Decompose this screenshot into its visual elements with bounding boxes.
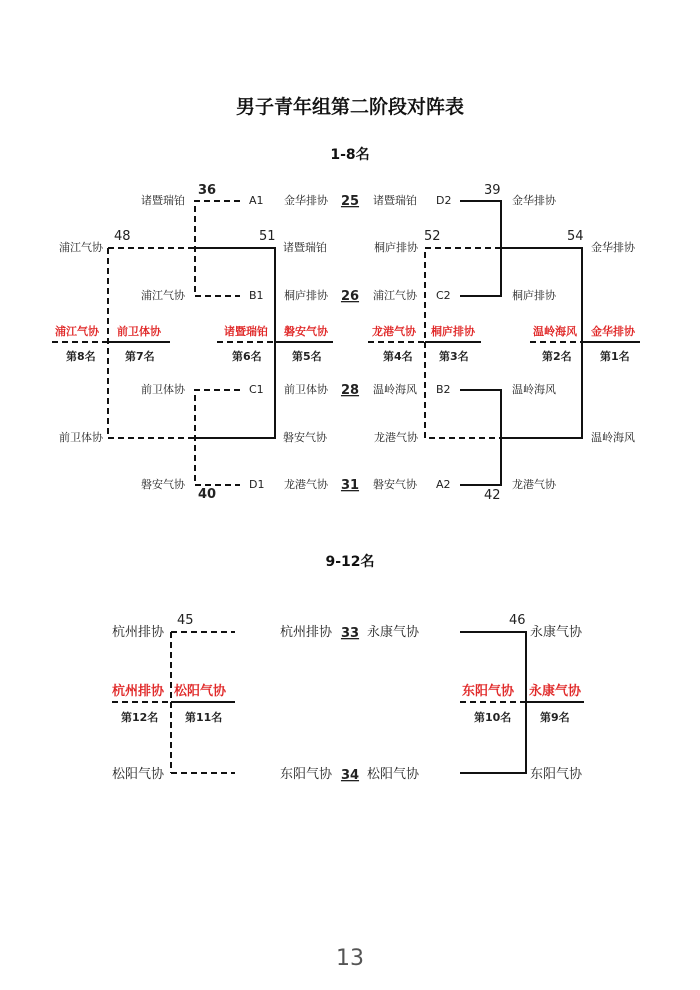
rank7-label: 第7名 — [125, 350, 155, 363]
code-b1: B1 — [249, 289, 264, 302]
rank3-team: 桐庐排协 — [431, 325, 475, 338]
team-d1-left: 磐安气协 — [141, 478, 185, 491]
team-48-top: 浦江气协 — [59, 241, 103, 254]
match-34-right: 松阳气协 — [367, 767, 420, 782]
rank6-label: 第6名 — [232, 350, 262, 363]
match-51: 51 — [259, 229, 276, 244]
match-34-left: 东阳气协 — [280, 767, 333, 782]
team-46-bottom: 东阳气协 — [530, 767, 583, 782]
team-45-top: 杭州排协 — [112, 625, 165, 640]
rank1-team: 金华排协 — [591, 325, 635, 338]
match-25: 25 — [340, 194, 360, 209]
rank12-label: 第12名 — [121, 711, 159, 724]
rank9-label: 第9名 — [540, 711, 570, 724]
team-c2-right: 桐庐排协 — [512, 289, 556, 302]
rank5-team: 磐安气协 — [284, 325, 328, 338]
rank10-label: 第10名 — [474, 711, 512, 724]
rank8-label: 第8名 — [66, 350, 96, 363]
rank5-label: 第5名 — [292, 350, 322, 363]
team-a2-right: 龙港气协 — [512, 478, 556, 491]
match-28-right: 温岭海风 — [373, 383, 417, 396]
team-51-top: 诸暨瑞铂 — [283, 241, 327, 254]
bracket-9-12 — [112, 632, 584, 773]
code-c1: C1 — [249, 383, 264, 396]
match-25-right: 诸暨瑞铂 — [373, 194, 417, 207]
code-a2: A2 — [436, 478, 451, 491]
match-34: 34 — [340, 768, 360, 783]
team-52-bottom: 龙港气协 — [374, 431, 418, 444]
team-a1-left: 诸暨瑞铂 — [141, 194, 185, 207]
match-26-left: 桐庐排协 — [284, 289, 328, 302]
code-a1: A1 — [249, 194, 264, 207]
rank8-team: 浦江气协 — [55, 325, 99, 338]
rank7-team: 前卫体协 — [117, 325, 161, 338]
section-title-9-12: 9-12名 — [325, 554, 375, 570]
rank4-label: 第4名 — [383, 350, 413, 363]
match-28-left: 前卫体协 — [284, 383, 328, 396]
rank9-team: 永康气协 — [529, 684, 582, 699]
rank1-label: 第1名 — [600, 350, 630, 363]
team-45-bottom: 松阳气协 — [112, 767, 165, 782]
page-title: 男子青年组第二阶段对阵表 — [235, 96, 464, 118]
match-28: 28 — [340, 383, 360, 398]
team-54-top: 金华排协 — [591, 241, 635, 254]
rank2-label: 第2名 — [542, 350, 572, 363]
match-31: 31 — [340, 478, 360, 493]
match-40: 40 — [198, 487, 217, 502]
rank11-label: 第11名 — [185, 711, 223, 724]
team-48-bottom: 前卫体协 — [59, 431, 103, 444]
match-33-right: 永康气协 — [367, 625, 420, 640]
match-31-left: 龙港气协 — [284, 478, 328, 491]
match-31-right: 磐安气协 — [373, 478, 417, 491]
rank3-label: 第3名 — [439, 350, 469, 363]
rank12-team: 杭州排协 — [112, 684, 165, 699]
section-title-1-8: 1-8名 — [330, 147, 370, 163]
rank10-team: 东阳气协 — [462, 684, 515, 699]
code-d1: D1 — [249, 478, 265, 491]
match-33: 33 — [340, 626, 360, 641]
match-42: 42 — [484, 488, 501, 503]
team-54-bottom: 温岭海风 — [591, 431, 635, 444]
team-c1-left: 前卫体协 — [141, 383, 185, 396]
match-48: 48 — [114, 229, 131, 244]
code-d2: D2 — [436, 194, 452, 207]
team-51-bottom: 磐安气协 — [283, 431, 327, 444]
team-d2-right: 金华排协 — [512, 194, 556, 207]
rank4-team: 龙港气协 — [372, 325, 416, 338]
team-b2-right: 温岭海风 — [512, 383, 556, 396]
team-46-top: 永康气协 — [530, 625, 583, 640]
match-54: 54 — [567, 229, 584, 244]
match-26-right: 浦江气协 — [373, 289, 417, 302]
match-33-left: 杭州排协 — [280, 625, 333, 640]
match-25-left: 金华排协 — [284, 194, 328, 207]
rank6-team: 诸暨瑞铂 — [224, 325, 268, 338]
match-52: 52 — [424, 229, 441, 244]
match-36: 36 — [198, 183, 217, 198]
code-b2: B2 — [436, 383, 451, 396]
match-45: 45 — [177, 613, 194, 628]
match-39: 39 — [484, 183, 501, 198]
team-b1-left: 浦江气协 — [141, 289, 185, 302]
team-52-top: 桐庐排协 — [374, 241, 418, 254]
code-c2: C2 — [436, 289, 451, 302]
match-26: 26 — [340, 289, 360, 304]
match-46: 46 — [509, 613, 526, 628]
rank2-team: 温岭海风 — [533, 325, 577, 338]
rank11-team: 松阳气协 — [174, 684, 227, 699]
page-number: 13 — [336, 946, 364, 971]
